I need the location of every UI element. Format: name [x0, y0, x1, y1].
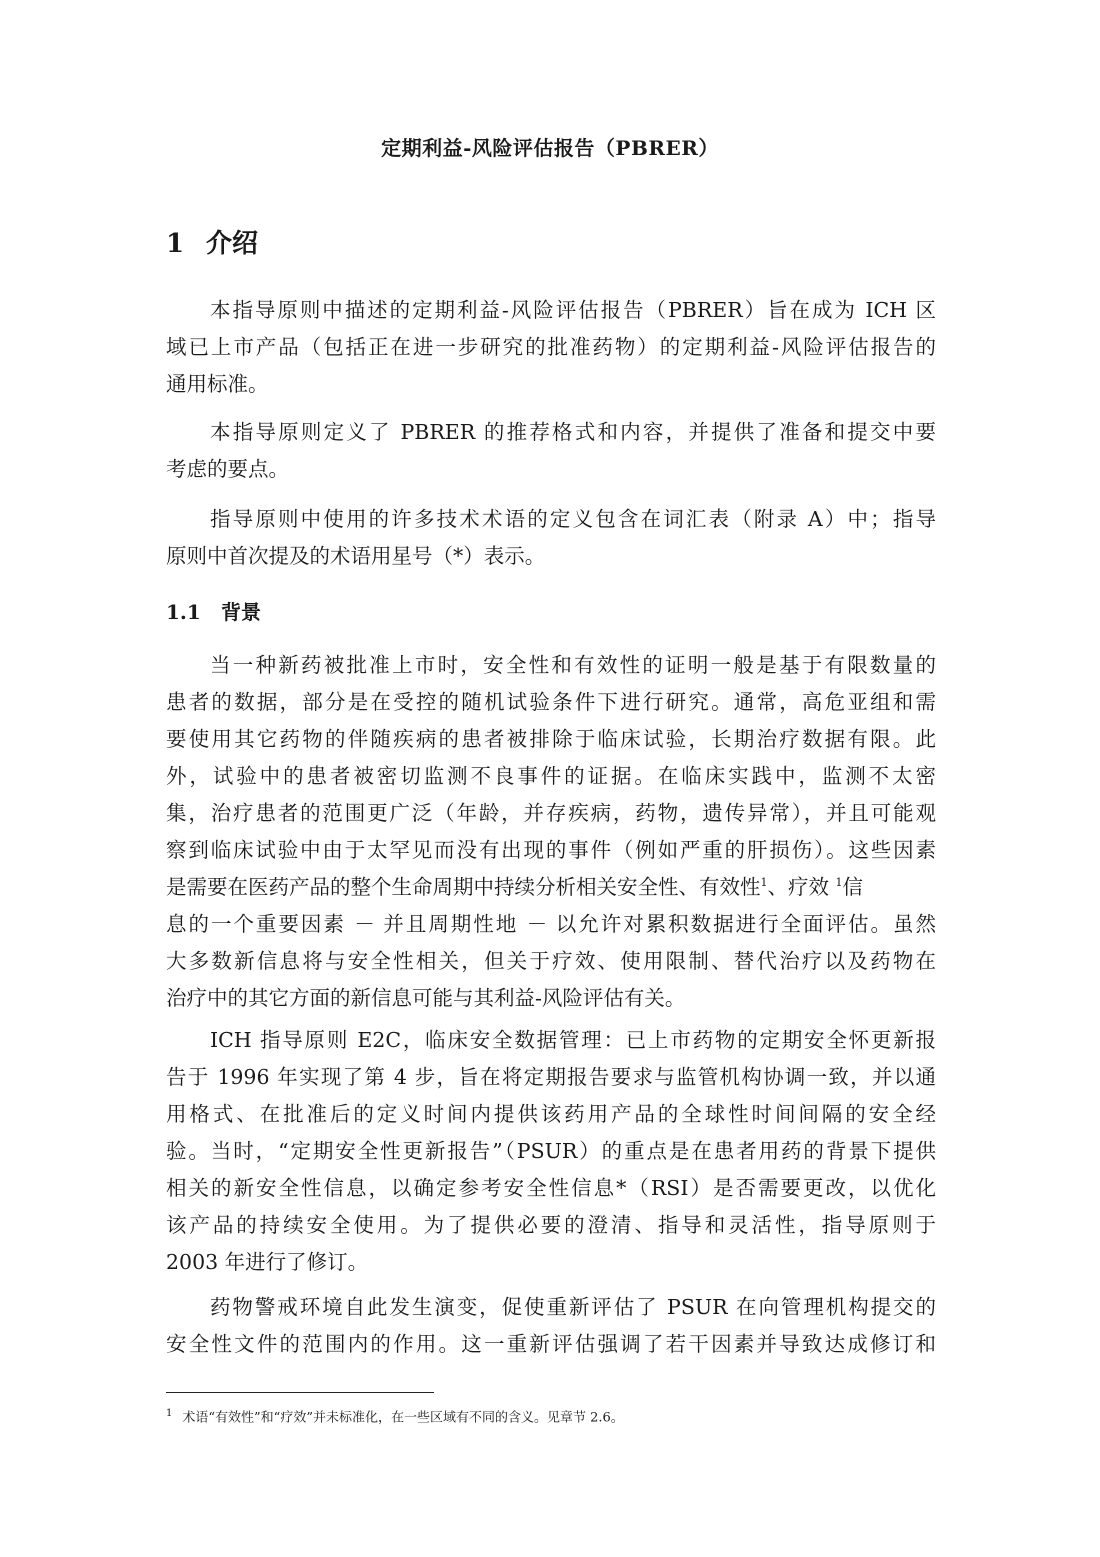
paragraph-line: 集，治疗患者的范围更广泛（年龄，并存疾病，药物，遗传异常），并且可能观 [166, 801, 936, 825]
footnote-mark: 1 [166, 1408, 173, 1419]
intro-paragraph-3 [166, 501, 936, 575]
paragraph-line: 本指导原则定义了 PBRER 的推荐格式和内容，并提供了准备和提交中要 [210, 420, 936, 444]
paragraph-line: 本指导原则中描述的定期利益-风险评估报告（PBRER）旨在成为 ICH 区 [210, 298, 936, 322]
intro-paragraph-1 [166, 292, 936, 403]
line-text: 、疗效 [767, 875, 829, 899]
document-title: 定期利益-风险评估报告（PBRER） [381, 136, 719, 160]
footnote-text: 术语“有效性”和“疗效”并未标准化，在一些区域有不同的含义。见章节 2.6。 [182, 1410, 624, 1426]
line-text: 是需要在医药产品的整个生命周期中持续分析相关安全性、有效性 [166, 875, 761, 899]
paragraph-line [166, 869, 936, 906]
background-paragraph-3 [166, 1289, 936, 1363]
section-1-title: 介绍 [206, 229, 259, 259]
paragraph-line: 当一种新药被批准上市时，安全性和有效性的证明一般是基于有限数量的 [210, 653, 936, 677]
section-1-1-number: 1.1 [166, 600, 201, 624]
intro-paragraph-2 [166, 414, 936, 488]
paragraph-line: 考虑的要点。 [166, 457, 289, 481]
section-1-1-heading [166, 597, 261, 627]
paragraph-line: 原则中首次提及的术语用星号（*）表示。 [166, 544, 546, 568]
paragraph-line: 相关的新安全性信息，以确定参考安全性信息*（RSI）是否需要更改，以优化 [166, 1176, 936, 1200]
background-paragraph-1 [166, 647, 936, 1017]
paragraph-line: 通用标准。 [166, 372, 269, 396]
footnote-ref: 1 [760, 876, 768, 890]
paragraph-line: 告于 1996 年实现了第 4 步，旨在将定期报告要求与监管机构协调一致，并以通 [166, 1065, 936, 1089]
footnote-separator [166, 1392, 434, 1393]
section-1-heading [166, 226, 258, 262]
paragraph-line: 要使用其它药物的伴随疾病的患者被排除于临床试验，长期治疗数据有限。此 [166, 727, 936, 751]
footnote-ref: 1 [835, 876, 843, 890]
line-text: 信 [842, 875, 864, 899]
paragraph-line: 息的一个重要因素 － 并且周期性地 － 以允许对累积数据进行全面评估。虽然 [166, 912, 936, 936]
paragraph-line: 安全性文件的范围内的作用。这一重新评估强调了若干因素并导致达成修订和 [166, 1332, 936, 1356]
paragraph-line: 指导原则中使用的许多技术术语的定义包含在词汇表（附录 A）中；指导 [210, 507, 936, 531]
paragraph-line: 验。当时，“定期安全性更新报告”（PSUR）的重点是在患者用药的背景下提供 [166, 1139, 936, 1163]
paragraph-line: 2003 年进行了修订。 [166, 1250, 369, 1274]
paragraph-line: 用格式、在批准后的定义时间内提供该药用产品的全球性时间间隔的安全经 [166, 1102, 936, 1126]
section-1-1-title: 背景 [221, 600, 261, 624]
section-1-number: 1 [166, 229, 185, 259]
paragraph-line: 患者的数据，部分是在受控的随机试验条件下进行研究。通常，高危亚组和需 [166, 690, 936, 714]
footnote [166, 1403, 624, 1429]
paragraph-line: 大多数新信息将与安全性相关，但关于疗效、使用限制、替代治疗以及药物在 [166, 949, 936, 973]
paragraph-line: 药物警戒环境自此发生演变，促使重新评估了 PSUR 在向管理机构提交的 [210, 1295, 936, 1319]
paragraph-line: 域已上市产品（包括正在进一步研究的批准药物）的定期利益-风险评估报告的 [166, 335, 936, 359]
paragraph-line: ICH 指导原则 E2C，临床安全数据管理：已上市药物的定期安全怀更新报 [210, 1028, 936, 1052]
paragraph-line: 该产品的持续安全使用。为了提供必要的澄清、指导和灵活性，指导原则于 [166, 1213, 936, 1237]
paragraph-line: 治疗中的其它方面的新信息可能与其利益-风险评估有关。 [166, 986, 686, 1010]
paragraph-line: 察到临床试验中由于太罕见而没有出现的事件（例如严重的肝损伤）。这些因素 [166, 838, 936, 862]
background-paragraph-2 [166, 1022, 936, 1281]
paragraph-line: 外，试验中的患者被密切监测不良事件的证据。在临床实践中，监测不太密 [166, 764, 936, 788]
